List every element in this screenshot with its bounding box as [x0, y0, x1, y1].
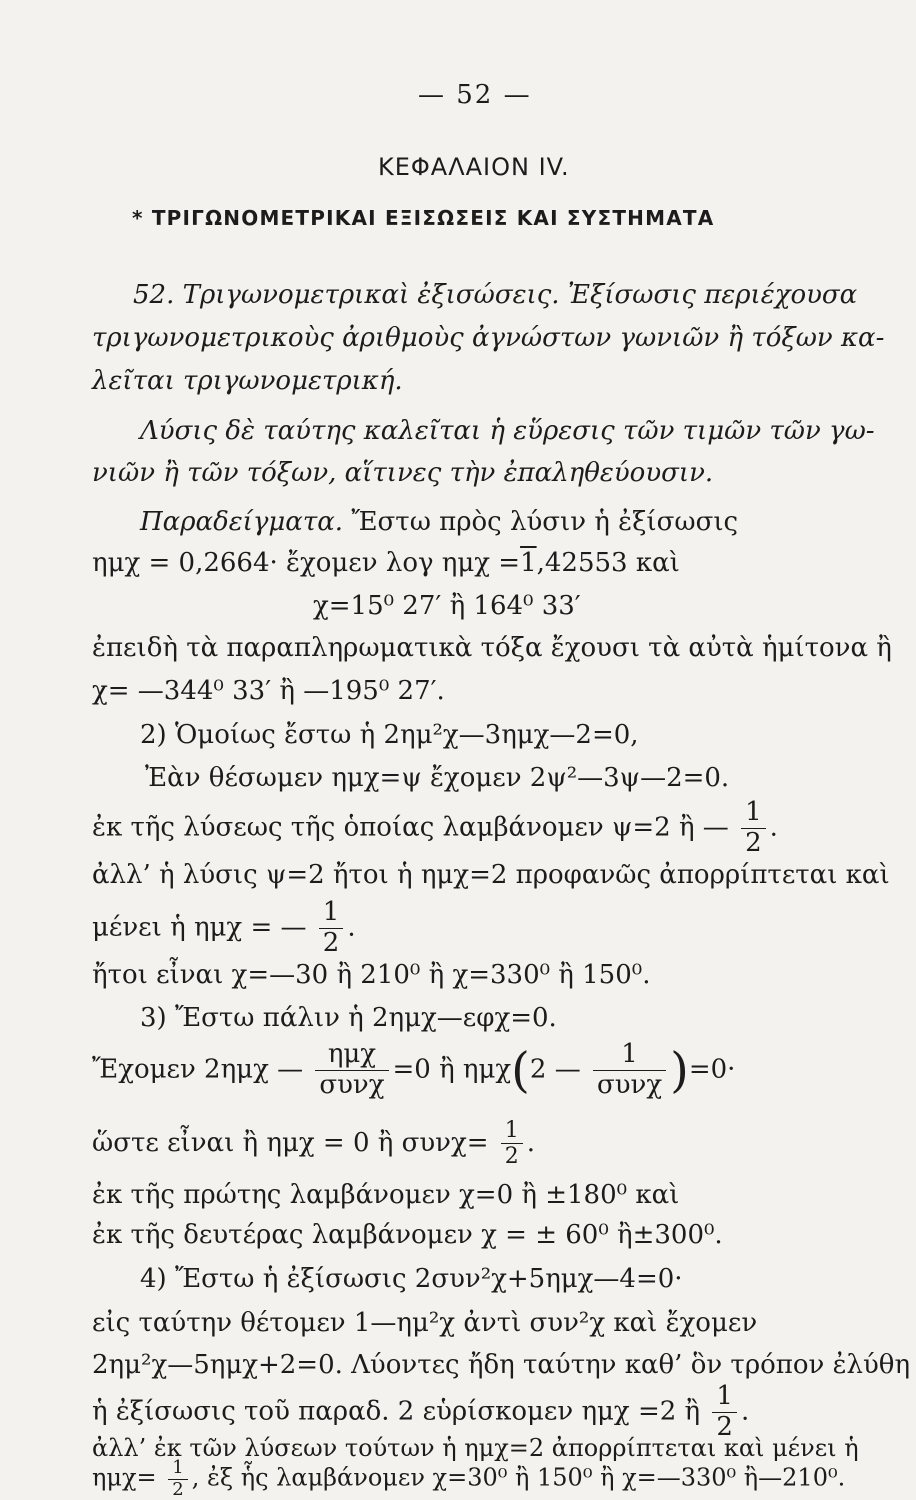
equation-text: ὥστε εἶναι ἢ ημχ = 0 ἢ συνχ= [92, 1127, 489, 1158]
equation-line: χ= —344⁰ 33′ ἢ —195⁰ 27′. [92, 676, 445, 706]
paragraph-line: λεῖται τριγωνομετρική. [92, 366, 403, 396]
paragraph-line: νιῶν ἢ τῶν τόξων, αἵτινες τὴν ἐπαληθεύουσιν. [92, 458, 714, 488]
equation-line [92, 1458, 845, 1500]
paragraph-line: ἀλλ’ ἐκ τῶν λύσεων τούτων ἡ ημχ=2 ἀπορρίπτεται καὶ μένει ἡ [92, 1434, 859, 1462]
paren: ) [670, 1042, 689, 1099]
equation-text: ημχ= [92, 1463, 157, 1492]
equation-line: ἐκ τῆς δευτέρας λαμβάνομεν χ = ± 60⁰ ἢ±300⁰. [92, 1220, 723, 1250]
examples-label: Παραδείγματα. [140, 507, 344, 537]
equation-line: ὥστε εἶναι ἢ ημχ = 0 ἢ συνχ= $\frac{1}{2}$ . [92, 1118, 536, 1170]
equation-text: μένει ἡ ημχ = — [92, 912, 307, 943]
examples-line [140, 509, 738, 535]
equation-line: Ἐὰν θέσωμεν ημχ=ψ ἔχομεν 2ψ²—3ψ—2=0. [145, 763, 730, 793]
equation-line: χ=15⁰ 27′ ἢ 164⁰ 33′ [313, 591, 581, 621]
paragraph-line: ἀλλ’ ἡ λύσις ψ=2 ἤτοι ἡ ημχ=2 προφανῶς ἀπορρίπτεται καὶ [92, 860, 890, 890]
equation-line: ἡ ἐξίσωσις τοῦ παραδ. 2 εὑρίσκομεν ημχ =2 ἢ $\frac{1}{2}$ . [92, 1381, 750, 1442]
numerator: 1 [501, 1118, 523, 1144]
fraction [319, 898, 344, 959]
equation-line: ἐκ τῆς πρώτης λαμβάνομεν χ=0 ἢ ±180⁰ καὶ [92, 1180, 680, 1210]
denominator: 2 [716, 1411, 733, 1442]
equation-text: =0· [688, 1054, 736, 1085]
paragraph-line: Λύσις δὲ ταύτης καλεῖται ἡ εὕρεσις τῶν τιμῶν τῶν γω- [140, 416, 875, 446]
equation-line [92, 1040, 735, 1101]
equation-text: ἐκ τῆς λύσεως τῆς ὁποίας λαμβάνομεν ψ=2 ἢ — [92, 812, 729, 843]
paragraph-line: εἰς ταύτην θέτομεν 1—ημ²χ ἀντὶ συν²χ καὶ ἔχομεν [92, 1308, 758, 1338]
fraction [315, 1040, 388, 1101]
equation-line: ἐκ τῆς λύσεως τῆς ὁποίας λαμβάνομεν ψ=2 ἢ — $\frac{1}{2}$ . [92, 797, 778, 858]
paren: ( [511, 1042, 530, 1099]
equation-line: μένει ἡ ημχ = — $\frac{1}{2}$ . [92, 897, 356, 958]
equation-line [92, 550, 680, 576]
paragraph-line: τριγωνομετρικοὺς ἀριθμοὺς ἀγνώστων γωνιῶν ἢ τόξων κα- [92, 323, 885, 353]
equation-text: , ἐξ ἧς λαμβάνομεν χ=30⁰ ἢ 150⁰ ἢ χ=—330⁰ ἢ—210⁰. [191, 1463, 846, 1492]
equation-text: ημχ = 0,2664· ἔχομεν λογ ημχ = [92, 548, 521, 578]
numerator: 1 [712, 1382, 737, 1413]
denominator: 2 [322, 927, 340, 958]
bar-characteristic: 1 [520, 548, 537, 578]
numerator: ημχ [315, 1040, 388, 1071]
paragraph-line: 52. Τριγωνομετρικαὶ ἐξισώσεις. Ἐξίσωσις περιέχουσα [133, 280, 858, 310]
denominator: συνχ [596, 1069, 663, 1100]
numerator: 1 [319, 898, 344, 929]
denominator: 2 [172, 1478, 184, 1500]
fraction [741, 798, 766, 859]
numerator: 1 [741, 798, 766, 829]
paragraph-line: 2ημ²χ—5ημχ+2=0. Λύοντες ἤδη ταύτην καθ’ ὃν τρόπον ἐλύθη [92, 1350, 911, 1380]
equation-text: ἡ ἐξίσωσις τοῦ παραδ. 2 εὑρίσκομεν ημχ =2 ἢ [92, 1396, 701, 1427]
fraction [593, 1040, 666, 1101]
fraction [501, 1118, 523, 1170]
examples-text: Ἔστω πρὸς λύσιν ἡ ἐξίσωσις [351, 507, 739, 537]
equation-text: =0 ἢ ημχ [392, 1054, 512, 1085]
paragraph-line: ἐπειδὴ τὰ παραπληρωματικὰ τόξα ἔχουσι τὰ αὐτὰ ἡμίτονα ἢ [92, 633, 892, 663]
denominator: συνχ [319, 1069, 385, 1100]
equation-line: 2) Ὁμοίως ἔστω ἡ 2ημ²χ—3ημχ—2=0, [140, 720, 639, 750]
numerator: 1 [593, 1040, 666, 1071]
equation-text: Ἔχομεν 2ημχ — [92, 1054, 304, 1085]
chapter-heading: ΚΕΦΑΛΑΙΟΝ IV. [378, 153, 570, 181]
numerator: 1 [168, 1458, 187, 1480]
fraction [168, 1458, 187, 1500]
equation-line: 3) Ἔστω πάλιν ἡ 2ημχ—εφχ=0. [140, 1003, 557, 1033]
page-number: — 52 — [418, 80, 532, 110]
denominator: 2 [745, 827, 762, 858]
denominator: 2 [504, 1144, 519, 1170]
equation-text: ,42553 καὶ [536, 548, 680, 578]
section-title: * ΤΡΙΓΩΝΟΜΕΤΡΙΚΑΙ ΕΞΙΣΩΣΕΙΣ ΚΑΙ ΣΥΣΤΗΜΑΤΑ [132, 206, 715, 230]
equation-line: 4) Ἔστω ἡ ἐξίσωσις 2συν²χ+5ημχ—4=0· [140, 1264, 683, 1294]
equation-text: 2 — [529, 1054, 581, 1085]
equation-line: ἤτοι εἶναι χ=—30 ἢ 210⁰ ἢ χ=330⁰ ἢ 150⁰. [92, 960, 651, 990]
